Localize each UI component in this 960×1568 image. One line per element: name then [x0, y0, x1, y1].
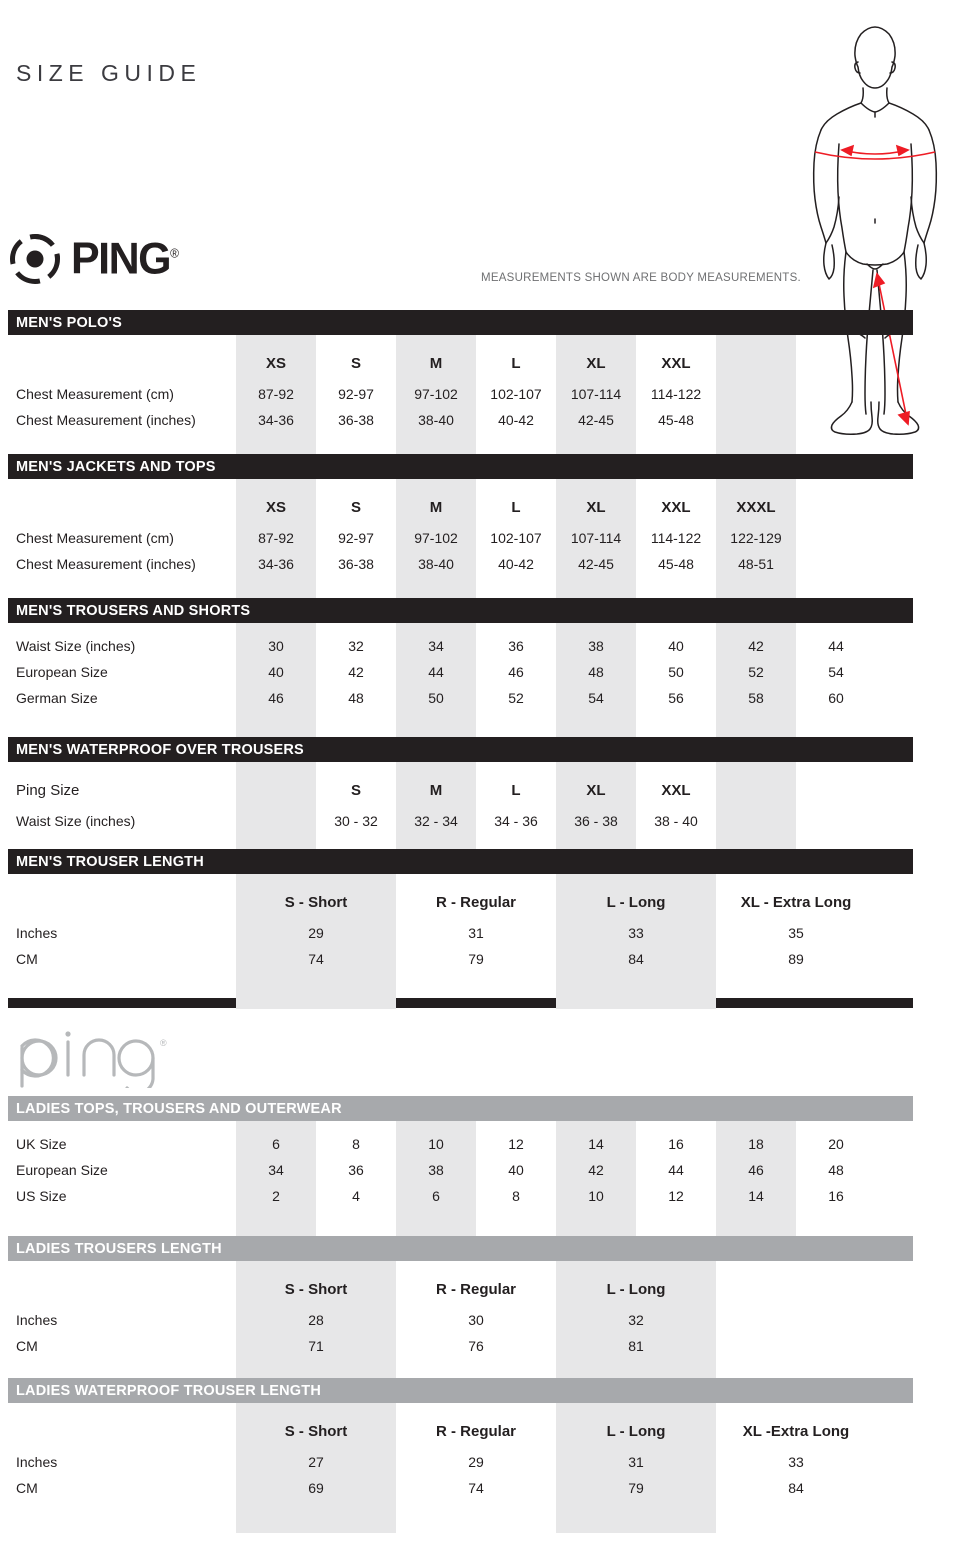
row-label: Chest Measurement (cm): [16, 530, 174, 546]
table-header-ladies-tops-trousers-and-outerwear: LADIES TOPS, TROUSERS AND OUTERWEAR: [8, 1096, 913, 1121]
table-header-ladies-trousers-length: LADIES TROUSERS LENGTH: [8, 1236, 913, 1261]
column-header-cell: S - Short: [284, 1422, 348, 1440]
table-header-ladies-waterproof-trouser-length: LADIES WATERPROOF TROUSER LENGTH: [8, 1378, 913, 1403]
column-header-cell: XS: [265, 354, 286, 372]
data-cell: 87-92: [258, 530, 294, 546]
data-cell: 34: [428, 638, 444, 654]
data-cell: 89: [788, 951, 804, 967]
row-pad-bottom: [8, 577, 796, 591]
data-cell: 14: [588, 1136, 604, 1152]
ping-wordmark-text: PING: [71, 233, 171, 284]
column-header-cell: XL: [586, 498, 606, 516]
table-row: [8, 685, 876, 711]
data-cell: 44: [428, 664, 444, 680]
table-row: [8, 808, 796, 834]
table-rows: [8, 623, 876, 725]
data-cell: 32: [628, 1312, 644, 1328]
data-cell: 38-40: [418, 412, 454, 428]
column-header-cell: S - Short: [284, 1280, 348, 1298]
data-cell: 48: [348, 690, 364, 706]
column-header-cell: XL - Extra Long: [740, 893, 852, 911]
table-mens-jackets-and-tops: [8, 454, 913, 609]
column-header-cell: S: [350, 781, 361, 799]
column-header-cell: XL: [586, 781, 606, 799]
column-header-cell: L: [511, 354, 521, 372]
column-header-cell: XXXL: [736, 498, 776, 516]
chest-measure-arrow: [815, 146, 935, 159]
row-pad-bottom: [8, 1501, 876, 1515]
ping-ladies-wordmark-icon: [10, 1026, 170, 1088]
table-grid: [8, 874, 876, 1009]
row-label: CM: [16, 951, 38, 967]
column-header-cell: M: [429, 781, 443, 799]
data-cell: 27: [308, 1454, 324, 1470]
row-label: European Size: [16, 1162, 108, 1178]
row-pad-top: [8, 1121, 876, 1131]
table-row: [8, 407, 796, 433]
table-header-row: [8, 345, 796, 381]
column-header-cell: R - Regular: [435, 1280, 516, 1298]
table-grid: [8, 623, 876, 748]
row-label: Inches: [16, 1312, 58, 1328]
data-cell: 102-107: [490, 386, 542, 402]
data-cell: 48: [588, 664, 604, 680]
data-cell: 34-36: [258, 412, 294, 428]
column-header-cell: S: [350, 354, 361, 372]
row-label: UK Size: [16, 1136, 67, 1152]
table-header-row: [8, 772, 796, 808]
column-header-cell: S - Short: [284, 893, 348, 911]
column-header-cell: S: [350, 498, 361, 516]
data-cell: 97-102: [414, 530, 458, 546]
data-cell: 60: [828, 690, 844, 706]
data-cell: 30: [268, 638, 284, 654]
row-label: European Size: [16, 664, 108, 680]
data-cell: 46: [748, 1162, 764, 1178]
data-cell: 36: [348, 1162, 364, 1178]
table-row: [8, 920, 876, 946]
data-cell: 16: [828, 1188, 844, 1204]
row-label: German Size: [16, 690, 98, 706]
row-label: Ping Size: [16, 781, 80, 799]
data-cell: 40: [508, 1162, 524, 1178]
data-cell: 52: [748, 664, 764, 680]
column-header-cell: L - Long: [606, 893, 666, 911]
column-header-cell: L: [511, 498, 521, 516]
table-mens-trouser-length: [8, 849, 913, 1009]
table-header-row: [8, 1271, 876, 1307]
table-row: [8, 381, 796, 407]
measurement-note: MEASUREMENTS SHOWN ARE BODY MEASUREMENTS.: [481, 272, 801, 284]
data-cell: 8: [512, 1188, 520, 1204]
row-label: Waist Size (inches): [16, 638, 136, 654]
column-header-cell: L - Long: [606, 1280, 666, 1298]
row-pad-top: [8, 1403, 876, 1413]
table-grid: [8, 479, 796, 609]
column-header-cell: R - Regular: [435, 1422, 516, 1440]
row-label: Inches: [16, 925, 58, 941]
registered-trademark-icon: ®: [160, 1038, 167, 1048]
column-header-cell: XXL: [661, 354, 691, 372]
table-rows: [8, 874, 876, 986]
data-cell: 12: [668, 1188, 684, 1204]
data-cell: 34-36: [258, 556, 294, 572]
column-header-cell: XXL: [661, 781, 691, 799]
column-header-cell: XXL: [661, 498, 691, 516]
row-label: CM: [16, 1480, 38, 1496]
data-cell: 50: [668, 664, 684, 680]
data-cell: 84: [628, 951, 644, 967]
table-ladies-tops-trousers-and-outerwear: [8, 1096, 913, 1251]
row-label: Chest Measurement (inches): [16, 412, 196, 428]
registered-trademark-icon: ®: [170, 245, 179, 261]
row-label: Chest Measurement (cm): [16, 386, 174, 402]
data-cell: 87-92: [258, 386, 294, 402]
column-header-cell: M: [429, 498, 443, 516]
data-cell: 107-114: [570, 530, 622, 546]
row-pad-bottom: [8, 711, 876, 725]
data-cell: 10: [588, 1188, 604, 1204]
table-header-mens-trousers-and-shorts: MEN'S TROUSERS AND SHORTS: [8, 598, 913, 623]
data-cell: 44: [828, 638, 844, 654]
table-mens-trousers-and-shorts: [8, 598, 913, 748]
data-cell: 42: [348, 664, 364, 680]
column-header-cell: XL -Extra Long: [742, 1422, 850, 1440]
column-header-cell: XS: [265, 498, 286, 516]
data-cell: 4: [352, 1188, 360, 1204]
table-row: [8, 525, 796, 551]
row-pad-top: [8, 1261, 876, 1271]
table-header-mens-trouser-length: MEN'S TROUSER LENGTH: [8, 849, 913, 874]
data-cell: 12: [508, 1136, 524, 1152]
data-cell: 38: [428, 1162, 444, 1178]
data-cell: 16: [668, 1136, 684, 1152]
data-cell: 79: [468, 951, 484, 967]
data-cell: 102-107: [490, 530, 542, 546]
table-row: [8, 1449, 876, 1475]
data-cell: 42: [748, 638, 764, 654]
table-row: [8, 551, 796, 577]
data-cell: 42-45: [578, 556, 614, 572]
data-cell: 36: [508, 638, 524, 654]
ping-mens-logo: [8, 232, 179, 286]
data-cell: 45-48: [658, 412, 694, 428]
data-cell: 74: [468, 1480, 484, 1496]
data-cell: 8: [352, 1136, 360, 1152]
data-cell: 45-48: [658, 556, 694, 572]
table-rows: [8, 335, 796, 447]
row-pad-bottom: [8, 1359, 876, 1373]
data-cell: 32 - 34: [414, 813, 458, 829]
data-cell: 74: [308, 951, 324, 967]
column-header-cell: XL: [586, 354, 606, 372]
data-cell: 69: [308, 1480, 324, 1496]
table-mens-polos: [8, 310, 913, 465]
table-row: [8, 1183, 876, 1209]
column-header-cell: M: [429, 354, 443, 372]
data-cell: 2: [272, 1188, 280, 1204]
data-cell: 38: [588, 638, 604, 654]
data-cell: 36 - 38: [574, 813, 618, 829]
data-cell: 34 - 36: [494, 813, 538, 829]
data-cell: 33: [628, 925, 644, 941]
row-pad-bottom: [8, 1209, 876, 1223]
table-header-row: [8, 884, 876, 920]
row-label: Waist Size (inches): [16, 813, 136, 829]
table-header-mens-polos: MEN'S POLO'S: [8, 310, 913, 335]
table-grid: [8, 1261, 876, 1391]
data-cell: 54: [588, 690, 604, 706]
table-rows: [8, 762, 796, 848]
data-cell: 92-97: [338, 530, 374, 546]
data-cell: 31: [628, 1454, 644, 1470]
data-cell: 10: [428, 1136, 444, 1152]
data-cell: 35: [788, 925, 804, 941]
data-cell: 48: [828, 1162, 844, 1178]
table-row: [8, 1475, 876, 1501]
data-cell: 92-97: [338, 386, 374, 402]
table-header-row: [8, 489, 796, 525]
table-header-mens-waterproof-over-trousers: MEN'S WATERPROOF OVER TROUSERS: [8, 737, 913, 762]
data-cell: 46: [508, 664, 524, 680]
data-cell: 34: [268, 1162, 284, 1178]
data-cell: 40: [668, 638, 684, 654]
data-cell: 54: [828, 664, 844, 680]
data-cell: 114-122: [650, 386, 702, 402]
ping-center-dot-icon: [27, 251, 44, 268]
column-header-cell: L: [511, 781, 521, 799]
data-cell: 56: [668, 690, 684, 706]
page-title: SIZE GUIDE: [16, 60, 202, 86]
ping-circle-mark-icon: [8, 232, 62, 286]
data-cell: 46: [268, 690, 284, 706]
row-pad-top: [8, 335, 796, 345]
data-cell: 71: [308, 1338, 324, 1354]
row-label: Inches: [16, 1454, 58, 1470]
row-pad-top: [8, 762, 796, 772]
table-row: [8, 1131, 876, 1157]
row-pad-top: [8, 623, 876, 633]
data-cell: 33: [788, 1454, 804, 1470]
column-header-cell: L - Long: [606, 1422, 666, 1440]
data-cell: 30: [468, 1312, 484, 1328]
data-cell: 29: [468, 1454, 484, 1470]
data-cell: 18: [748, 1136, 764, 1152]
table-header-mens-jackets-and-tops: MEN'S JACKETS AND TOPS: [8, 454, 913, 479]
table-rows: [8, 1403, 876, 1515]
data-cell: 29: [308, 925, 324, 941]
table-rows: [8, 1261, 876, 1373]
data-cell: 122-129: [730, 530, 782, 546]
data-cell: 44: [668, 1162, 684, 1178]
data-cell: 76: [468, 1338, 484, 1354]
table-rows: [8, 1121, 876, 1223]
data-cell: 48-51: [738, 556, 774, 572]
data-cell: 79: [628, 1480, 644, 1496]
table-row: [8, 659, 876, 685]
data-cell: 40-42: [498, 556, 534, 572]
data-cell: 6: [432, 1188, 440, 1204]
table-row: [8, 1307, 876, 1333]
data-cell: 30 - 32: [334, 813, 378, 829]
data-cell: 97-102: [414, 386, 458, 402]
data-cell: 40-42: [498, 412, 534, 428]
data-cell: 36-38: [338, 556, 374, 572]
data-cell: 42-45: [578, 412, 614, 428]
data-cell: 32: [348, 638, 364, 654]
data-cell: 36-38: [338, 412, 374, 428]
table-row: [8, 1157, 876, 1183]
ping-wordmark: [71, 233, 179, 284]
table-row: [8, 1333, 876, 1359]
data-cell: 58: [748, 690, 764, 706]
ping-ladies-logo: [10, 1026, 170, 1093]
table-ladies-trousers-length: [8, 1236, 913, 1391]
table-grid: [8, 1403, 876, 1533]
row-label: CM: [16, 1338, 38, 1354]
row-pad-bottom: [8, 834, 796, 848]
data-cell: 14: [748, 1188, 764, 1204]
data-cell: 84: [788, 1480, 804, 1496]
data-cell: 81: [628, 1338, 644, 1354]
table-grid: [8, 1121, 876, 1251]
data-cell: 28: [308, 1312, 324, 1328]
data-cell: 42: [588, 1162, 604, 1178]
table-grid: [8, 335, 796, 465]
row-label: US Size: [16, 1188, 67, 1204]
table-ladies-waterproof-trouser-length: [8, 1378, 913, 1533]
data-cell: 31: [468, 925, 484, 941]
data-cell: 20: [828, 1136, 844, 1152]
data-cell: 38-40: [418, 556, 454, 572]
data-cell: 107-114: [570, 386, 622, 402]
data-cell: 50: [428, 690, 444, 706]
table-rows: [8, 479, 796, 591]
table-header-row: [8, 1413, 876, 1449]
data-cell: 6: [272, 1136, 280, 1152]
row-pad-bottom: [8, 433, 796, 447]
row-pad-bottom: [8, 972, 876, 986]
table-row: [8, 946, 876, 972]
column-header-cell: R - Regular: [435, 893, 516, 911]
data-cell: 38 - 40: [654, 813, 698, 829]
data-cell: 40: [268, 664, 284, 680]
data-cell: 114-122: [650, 530, 702, 546]
table-row: [8, 633, 876, 659]
row-pad-top: [8, 874, 876, 884]
row-pad-top: [8, 479, 796, 489]
row-label: Chest Measurement (inches): [16, 556, 196, 572]
data-cell: 52: [508, 690, 524, 706]
